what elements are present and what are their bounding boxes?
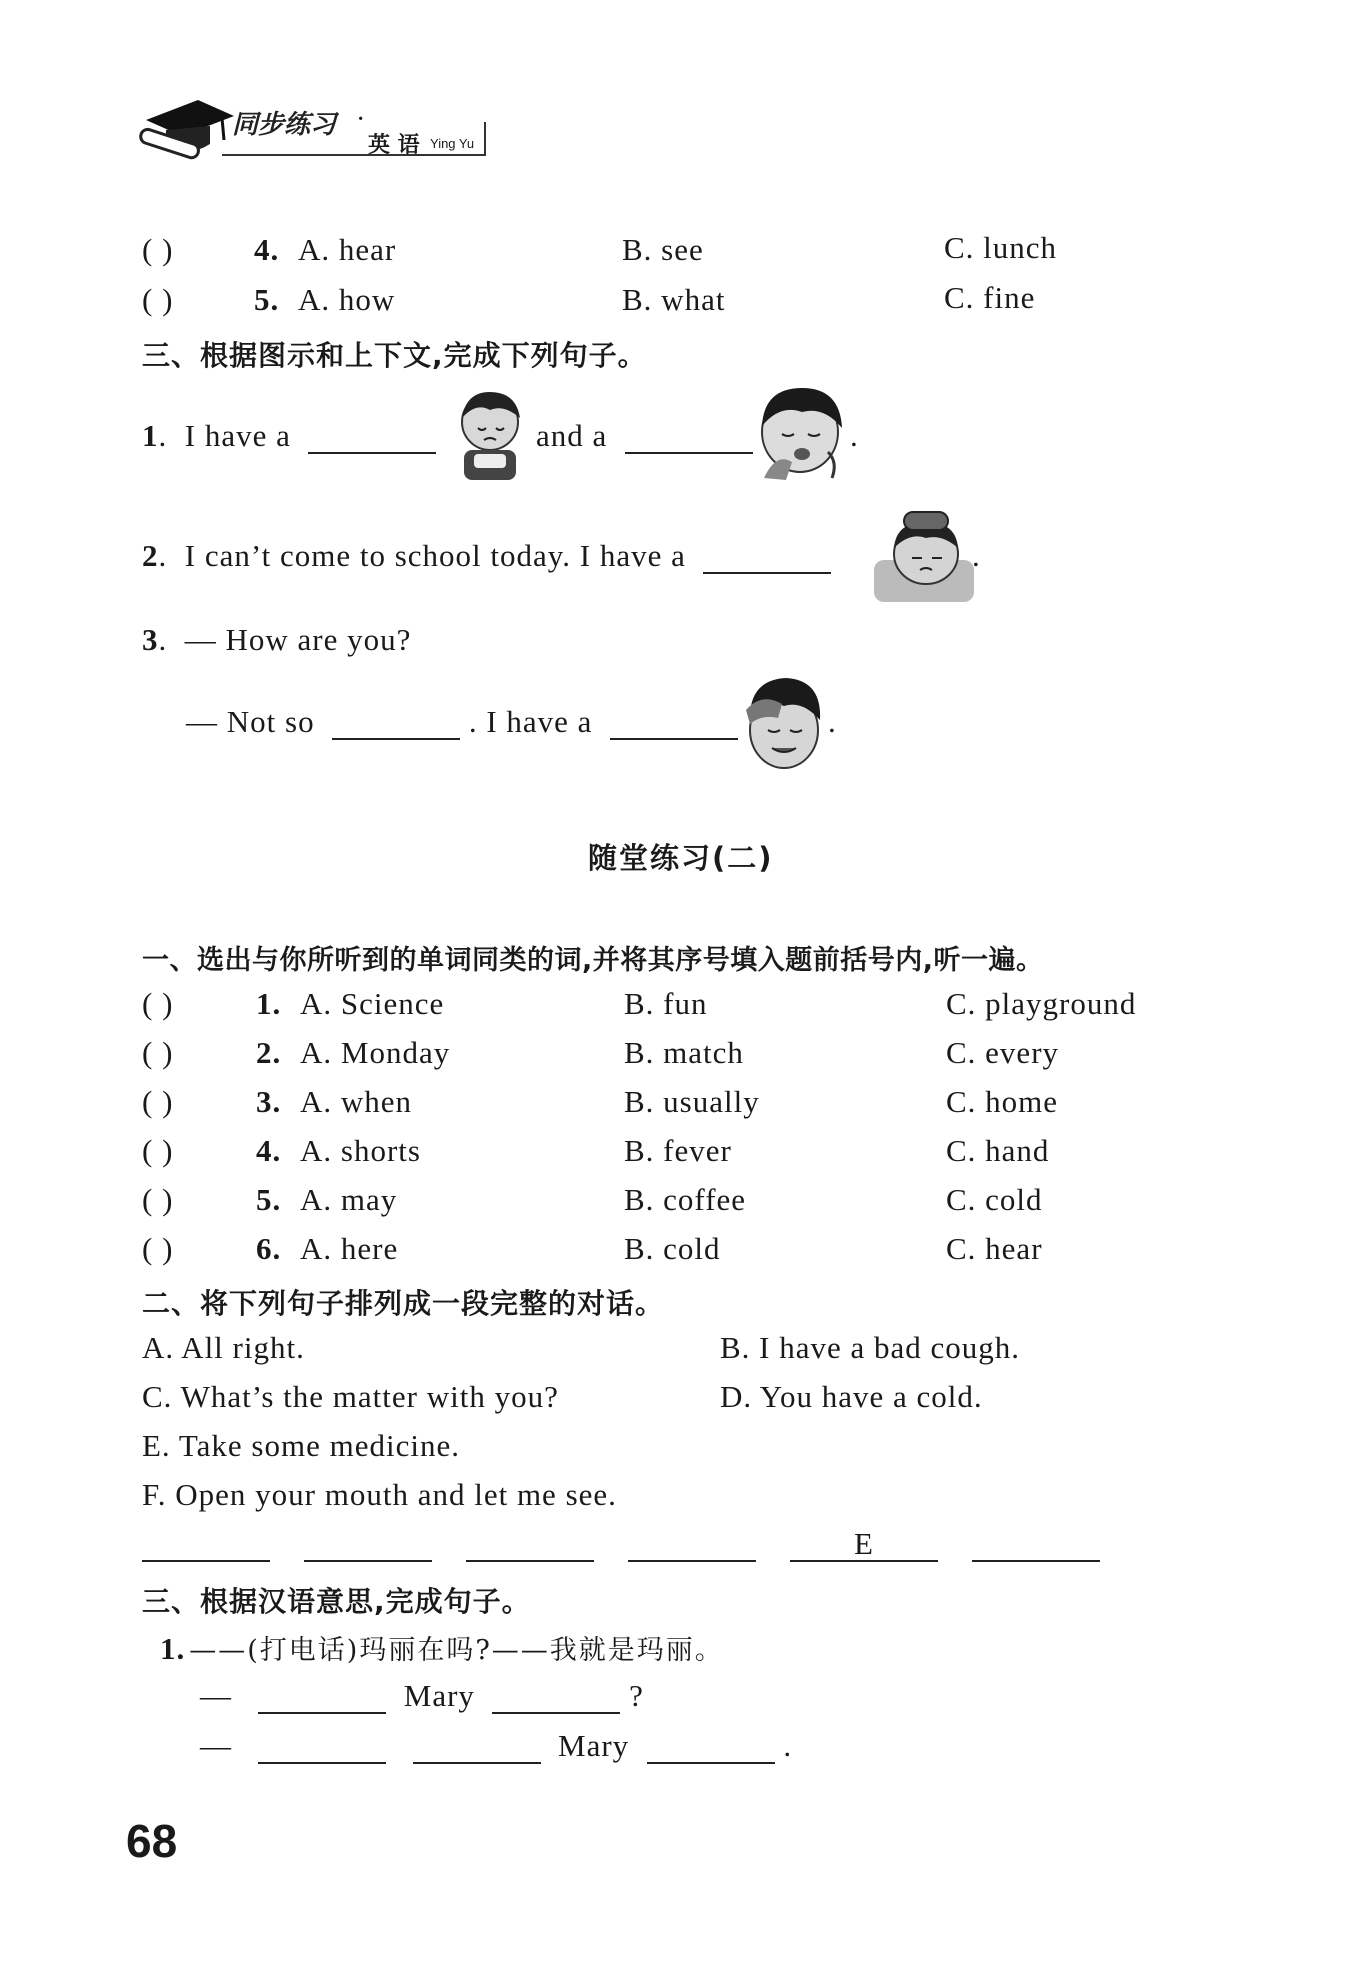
- sentence-a: A. All right.: [142, 1330, 305, 1365]
- option-c: C. cold: [946, 1182, 1043, 1217]
- option-c: C. home: [946, 1084, 1059, 1119]
- practice-title: 随堂练习(二): [588, 841, 774, 875]
- sentence-e: E. Take some medicine.: [142, 1428, 460, 1463]
- question-2: 2. I can’t come to school today. I have a: [142, 538, 831, 574]
- answer-blank[interactable]: [492, 1678, 620, 1714]
- question-3: 3. — How are you?: [142, 622, 412, 657]
- question-3-reply: — Not so . I have a: [186, 704, 738, 740]
- option-c: C. hear: [946, 1231, 1043, 1266]
- question-1-line-2: — Mary .: [200, 1728, 793, 1763]
- option-a: A. Monday: [300, 1035, 451, 1070]
- section-title: 三、根据图示和上下文,完成下列句子。: [142, 339, 647, 372]
- option-b: B. fun: [624, 986, 708, 1021]
- question-number: 4.: [254, 232, 280, 267]
- boy-headache-icon: [742, 670, 826, 772]
- section-title: 二、将下列句子排列成一段完整的对话。: [142, 1287, 665, 1320]
- sentence-f: F. Open your mouth and let me see.: [142, 1477, 617, 1512]
- option-a: A. how: [298, 282, 396, 317]
- option-c: C. playground: [946, 986, 1137, 1021]
- question-number: 3.: [256, 1084, 282, 1119]
- answer-blank-filled[interactable]: [790, 1526, 938, 1562]
- question-2-end: .: [972, 538, 981, 573]
- answer-blank[interactable]: [703, 538, 831, 574]
- sentence-c: C. What’s the matter with you?: [142, 1379, 559, 1414]
- question-number: 4.: [256, 1133, 282, 1168]
- question-3-end: .: [828, 704, 837, 739]
- boy-toothache-icon: [752, 382, 848, 482]
- answer-blank[interactable]: [332, 704, 460, 740]
- answer-blank[interactable]: [304, 1526, 432, 1562]
- option-b: B. coffee: [624, 1182, 747, 1217]
- answer-paren[interactable]: ( ): [142, 986, 174, 1021]
- question-1-line-1: — Mary ?: [200, 1678, 644, 1713]
- page-number: 68: [126, 1815, 178, 1867]
- option-a: A. may: [300, 1182, 398, 1217]
- option-a: A. here: [300, 1231, 399, 1266]
- header-rule: [222, 154, 486, 156]
- answer-blank[interactable]: [142, 1526, 270, 1562]
- boy-stomachache-icon: [454, 388, 526, 482]
- question-1-middle: and a: [536, 418, 753, 454]
- answer-blank[interactable]: [258, 1678, 386, 1714]
- answer-blank[interactable]: [647, 1728, 775, 1764]
- header-brand: 同步练习: [232, 110, 337, 140]
- option-b: B. usually: [624, 1084, 760, 1119]
- question-number: 2.: [256, 1035, 282, 1070]
- answer-paren[interactable]: ( ): [142, 1084, 174, 1119]
- option-c: C. fine: [944, 280, 1036, 315]
- answer-blank[interactable]: [466, 1526, 594, 1562]
- sentence-d: D. You have a cold.: [720, 1379, 983, 1414]
- option-b: B. match: [624, 1035, 744, 1070]
- question-1: 1. I have a: [142, 418, 436, 454]
- answer-paren[interactable]: ( ): [142, 282, 174, 317]
- question-number: 5.: [254, 282, 280, 317]
- answer-paren[interactable]: ( ): [142, 1231, 174, 1266]
- answer-paren[interactable]: ( ): [142, 1133, 174, 1168]
- answer-blank[interactable]: [258, 1728, 386, 1764]
- answer-blank[interactable]: [413, 1728, 541, 1764]
- option-c: C. lunch: [944, 230, 1058, 265]
- section-title: 三、根据汉语意思,完成句子。: [142, 1585, 531, 1618]
- option-a: A. Science: [300, 986, 445, 1021]
- given-answer: E: [854, 1526, 874, 1561]
- option-c: C. hand: [946, 1133, 1050, 1168]
- answer-blank[interactable]: [972, 1526, 1100, 1562]
- graduation-cap-icon: [138, 92, 238, 162]
- section-title: 一、选出与你所听到的单词同类的词,并将其序号填入题前括号内,听一遍。: [142, 945, 1044, 976]
- answer-blank[interactable]: [308, 418, 436, 454]
- option-a: A. when: [300, 1084, 413, 1119]
- option-a: A. hear: [298, 232, 397, 267]
- question-number: 1.: [256, 986, 282, 1021]
- header-rule-end: [484, 122, 486, 156]
- answer-blank[interactable]: [625, 418, 753, 454]
- header-pinyin: Ying Yu: [430, 136, 475, 151]
- option-b: B. see: [622, 232, 704, 267]
- answer-blank[interactable]: [628, 1526, 756, 1562]
- option-b: B. fever: [624, 1133, 732, 1168]
- option-b: B. what: [622, 282, 726, 317]
- header-subject: 英 语: [368, 133, 420, 158]
- question-1-end: .: [850, 418, 859, 453]
- option-a: A. shorts: [300, 1133, 421, 1168]
- sick-boy-in-bed-icon: [874, 504, 974, 602]
- answer-blank[interactable]: [610, 704, 738, 740]
- answer-paren[interactable]: ( ): [142, 232, 174, 267]
- header-dot: ·: [356, 104, 366, 135]
- sentence-b: B. I have a bad cough.: [720, 1330, 1021, 1365]
- answer-paren[interactable]: ( ): [142, 1182, 174, 1217]
- option-c: C. every: [946, 1035, 1060, 1070]
- question-number: 5.: [256, 1182, 282, 1217]
- option-b: B. cold: [624, 1231, 721, 1266]
- answer-paren[interactable]: ( ): [142, 1035, 174, 1070]
- question-number: 6.: [256, 1231, 282, 1266]
- question-1-chinese: 1. ——(打电话)玛丽在吗?——我就是玛丽。: [160, 1631, 724, 1666]
